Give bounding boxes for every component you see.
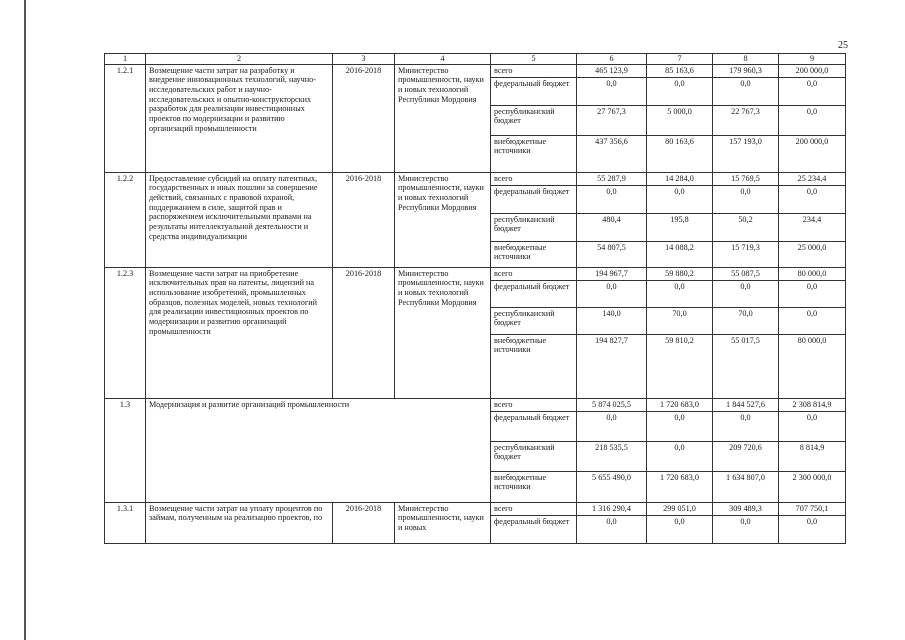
funding-source: федеральный бюджет [491,280,577,307]
amount-cell: 1 720 683,0 [647,471,713,502]
amount-cell: 200 000,0 [779,135,846,172]
amount-cell: 0,0 [647,77,713,105]
amount-cell: 0,0 [779,411,846,441]
item-period: 2016-2018 [333,267,395,398]
amount-cell: 0,0 [713,515,779,543]
amount-cell: 0,0 [647,411,713,441]
funding-source: всего [491,502,577,515]
funding-source: республиканский бюджет [491,213,577,241]
item-title: Возмещение части затрат на уплату процентов по займам, полученным на реализацию проектов, по [146,502,333,543]
amount-cell: 2 300 000,0 [779,471,846,502]
item-code: 1.2.1 [105,64,146,172]
amount-cell: 2 308 814,9 [779,398,846,411]
amount-cell: 0,0 [577,411,647,441]
amount-cell: 140,0 [577,307,647,334]
column-header: 4 [395,54,491,65]
table-row [105,502,846,515]
column-header: 8 [713,54,779,65]
amount-cell: 55 087,5 [713,267,779,280]
funding-source: федеральный бюджет [491,77,577,105]
item-executor: Министерство промышленности, науки и новых технологий Республики Мордовия [395,267,491,398]
amount-cell: 179 960,3 [713,64,779,77]
amount-cell: 8 814,9 [779,441,846,471]
amount-cell: 1 720 683,0 [647,398,713,411]
item-title: Предоставление субсидий на оплату патентных, государственных и иных пошлин за совершение действий, связанных с правовой охраной, поддержанием в силе, защитой прав и распоряжением исключительными правами на результаты интеллектуальной деятельности и средства индивидуализации [146,172,333,267]
amount-cell: 25 234,4 [779,172,846,185]
amount-cell: 1 844 527,6 [713,398,779,411]
item-title: Возмещение части затрат на приобретение исключительных прав на патенты, лицензий на использование изобретений, промышленных образцов, полезных моделей, новых технологий для реализации инвестиционных проектов по модернизации и развитию организаций промышленности [146,267,333,398]
table-row [105,398,846,411]
amount-cell: 0,0 [577,515,647,543]
funding-source: всего [491,267,577,280]
amount-cell: 5 655 490,0 [577,471,647,502]
amount-cell: 27 767,3 [577,105,647,135]
item-executor: Министерство промышленности, науки и новых технологий Республики Мордовия [395,172,491,267]
amount-cell: 218 535,5 [577,441,647,471]
item-code: 1.2.2 [105,172,146,267]
amount-cell: 80 000,0 [779,334,846,398]
amount-cell: 0,0 [577,77,647,105]
amount-cell: 0,0 [779,185,846,213]
amount-cell: 25 000,0 [779,241,846,267]
funding-source: внебюджетные источники [491,241,577,267]
amount-cell: 234,4 [779,213,846,241]
amount-cell: 0,0 [779,280,846,307]
amount-cell: 200 000,0 [779,64,846,77]
amount-cell: 309 489,3 [713,502,779,515]
program-table [104,53,846,544]
amount-cell: 0,0 [779,515,846,543]
amount-cell: 195,8 [647,213,713,241]
column-header: 7 [647,54,713,65]
amount-cell: 70,0 [713,307,779,334]
amount-cell: 0,0 [647,441,713,471]
amount-cell: 5 874 025,5 [577,398,647,411]
amount-cell: 15 719,3 [713,241,779,267]
funding-source: республиканский бюджет [491,105,577,135]
item-executor: Министерство промышленности, науки и новых технологий Республики Мордовия [395,64,491,172]
amount-cell: 14 088,2 [647,241,713,267]
item-period: 2016-2018 [333,64,395,172]
amount-cell: 0,0 [647,185,713,213]
amount-cell: 55 017,5 [713,334,779,398]
column-number-row [105,54,846,65]
funding-source: всего [491,64,577,77]
amount-cell: 707 750,1 [779,502,846,515]
amount-cell: 80 000,0 [779,267,846,280]
amount-cell: 22 767,3 [713,105,779,135]
amount-cell: 80 163,6 [647,135,713,172]
amount-cell: 54 807,5 [577,241,647,267]
column-header: 1 [105,54,146,65]
amount-cell: 1 316 290,4 [577,502,647,515]
amount-cell: 299 051,0 [647,502,713,515]
funding-source: федеральный бюджет [491,515,577,543]
amount-cell: 0,0 [779,77,846,105]
amount-cell: 437 356,6 [577,135,647,172]
funding-source: республиканский бюджет [491,441,577,471]
item-code: 1.2.3 [105,267,146,398]
amount-cell: 194 827,7 [577,334,647,398]
amount-cell: 85 163,6 [647,64,713,77]
item-code: 1.3 [105,398,146,502]
item-period: 2016-2018 [333,502,395,543]
page-left-edge [24,0,26,640]
amount-cell: 0,0 [647,515,713,543]
funding-source: всего [491,172,577,185]
column-header: 3 [333,54,395,65]
amount-cell: 465 123,9 [577,64,647,77]
amount-cell: 0,0 [647,280,713,307]
amount-cell: 14 284,0 [647,172,713,185]
funding-source: республиканский бюджет [491,307,577,334]
funding-source: внебюджетные источники [491,471,577,502]
amount-cell: 157 193,0 [713,135,779,172]
amount-cell: 209 720,6 [713,441,779,471]
amount-cell: 50,2 [713,213,779,241]
amount-cell: 70,0 [647,307,713,334]
column-header: 6 [577,54,647,65]
amount-cell: 0,0 [713,280,779,307]
table-row [105,172,846,185]
amount-cell: 0,0 [713,77,779,105]
item-title: Модернизация и развитие организаций промышленности [146,398,491,502]
amount-cell: 59 880,2 [647,267,713,280]
table-row [105,267,846,280]
funding-source: всего [491,398,577,411]
amount-cell: 55 287,9 [577,172,647,185]
item-executor: Министерство промышленности, науки и новых [395,502,491,543]
amount-cell: 0,0 [779,105,846,135]
item-period: 2016-2018 [333,172,395,267]
funding-source: внебюджетные источники [491,334,577,398]
column-header: 9 [779,54,846,65]
amount-cell: 0,0 [779,307,846,334]
amount-cell: 0,0 [577,185,647,213]
column-header: 2 [146,54,333,65]
amount-cell: 480,4 [577,213,647,241]
funding-source: федеральный бюджет [491,411,577,441]
amount-cell: 15 769,5 [713,172,779,185]
amount-cell: 0,0 [577,280,647,307]
funding-source: федеральный бюджет [491,185,577,213]
item-code: 1.3.1 [105,502,146,543]
item-title: Возмещение части затрат на разработку и внедрение инновационных технологий, научно-исследовательских работ и научно-исследовательских и опытно-конструкторских разработок для реализации инвестиционных проектов по модернизации и развитию организаций промышленности [146,64,333,172]
amount-cell: 0,0 [713,411,779,441]
table-row [105,64,846,77]
amount-cell: 1 634 807,0 [713,471,779,502]
amount-cell: 194 967,7 [577,267,647,280]
amount-cell: 5 000,0 [647,105,713,135]
amount-cell: 0,0 [713,185,779,213]
funding-source: внебюджетные источники [491,135,577,172]
amount-cell: 59 810,2 [647,334,713,398]
column-header: 5 [491,54,577,65]
page-number: 25 [838,40,848,51]
